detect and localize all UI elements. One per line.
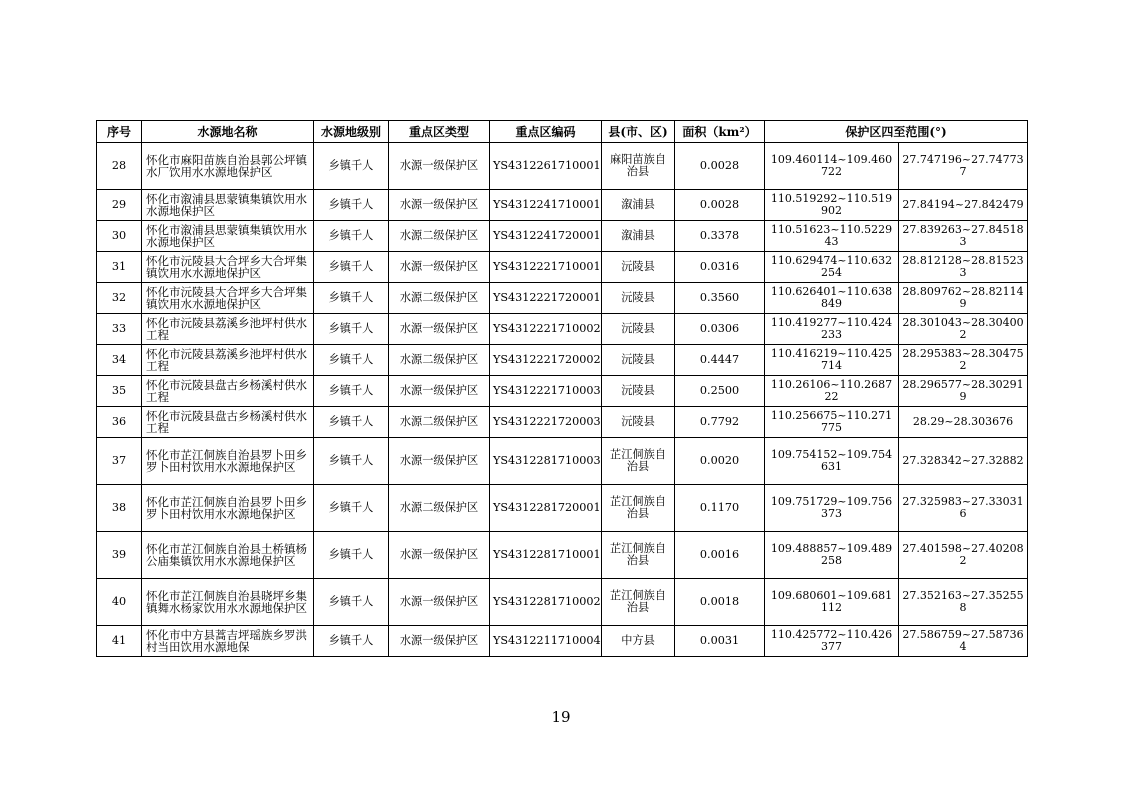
county-name: 芷江侗族自治县 (602, 485, 675, 532)
latitude-range: 27.352163~27.352558 (899, 579, 1028, 626)
longitude-range: 110.519292~110.519902 (765, 190, 899, 221)
row-number: 36 (97, 407, 142, 438)
header-county: 县(市、区) (602, 121, 675, 143)
zone-type: 水源一级保护区 (389, 252, 490, 283)
table-row (97, 532, 1028, 579)
header-range: 保护区四至范围(°) (765, 121, 1028, 143)
area-value: 0.0018 (675, 579, 765, 626)
county-name: 沅陵县 (602, 314, 675, 345)
zone-code: YS4312221720001 (490, 283, 602, 314)
water-source-name: 怀化市沅陵县大合坪乡大合坪集镇饮用水水源地保护区 (142, 252, 314, 283)
area-value: 0.3378 (675, 221, 765, 252)
county-name: 芷江侗族自治县 (602, 532, 675, 579)
source-level: 乡镇千人 (314, 376, 389, 407)
zone-code: YS4312211710004 (490, 626, 602, 657)
latitude-range: 27.328342~27.32882 (899, 438, 1028, 485)
zone-type: 水源二级保护区 (389, 283, 490, 314)
zone-code: YS4312281710001 (490, 532, 602, 579)
source-level: 乡镇千人 (314, 532, 389, 579)
area-value: 0.3560 (675, 283, 765, 314)
row-number: 34 (97, 345, 142, 376)
source-level: 乡镇千人 (314, 579, 389, 626)
zone-code: YS4312241710001 (490, 190, 602, 221)
zone-type: 水源一级保护区 (389, 314, 490, 345)
area-value: 0.0028 (675, 190, 765, 221)
area-value: 0.7792 (675, 407, 765, 438)
county-name: 芷江侗族自治县 (602, 579, 675, 626)
latitude-range: 28.296577~28.302919 (899, 376, 1028, 407)
zone-type: 水源一级保护区 (389, 626, 490, 657)
longitude-range: 110.425772~110.426377 (765, 626, 899, 657)
longitude-range: 110.26106~110.268722 (765, 376, 899, 407)
longitude-range: 109.754152~109.754631 (765, 438, 899, 485)
source-level: 乡镇千人 (314, 283, 389, 314)
row-number: 38 (97, 485, 142, 532)
longitude-range: 109.680601~109.681112 (765, 579, 899, 626)
water-source-name: 怀化市芷江侗族自治县罗卜田乡罗卜田村饮用水水源地保护区 (142, 485, 314, 532)
zone-type: 水源一级保护区 (389, 532, 490, 579)
longitude-range: 110.256675~110.271775 (765, 407, 899, 438)
source-level: 乡镇千人 (314, 345, 389, 376)
latitude-range: 27.325983~27.330316 (899, 485, 1028, 532)
zone-code: YS4312221710002 (490, 314, 602, 345)
water-source-name: 怀化市麻阳苗族自治县郭公坪镇水厂饮用水水源地保护区 (142, 143, 314, 190)
latitude-range: 27.839263~27.845183 (899, 221, 1028, 252)
latitude-range: 27.747196~27.747737 (899, 143, 1028, 190)
longitude-range: 110.626401~110.638849 (765, 283, 899, 314)
row-number: 35 (97, 376, 142, 407)
source-level: 乡镇千人 (314, 407, 389, 438)
header-area: 面积（km²） (675, 121, 765, 143)
county-name: 沅陵县 (602, 376, 675, 407)
area-value: 0.4447 (675, 345, 765, 376)
table-row (97, 252, 1028, 283)
table-row (97, 221, 1028, 252)
table-row (97, 485, 1028, 532)
water-source-name: 怀化市芷江侗族自治县土桥镇杨公庙集镇饮用水水源地保护区 (142, 532, 314, 579)
latitude-range: 28.301043~28.304002 (899, 314, 1028, 345)
zone-type: 水源一级保护区 (389, 376, 490, 407)
row-number: 30 (97, 221, 142, 252)
zone-code: YS4312221720002 (490, 345, 602, 376)
zone-type: 水源二级保护区 (389, 345, 490, 376)
county-name: 溆浦县 (602, 190, 675, 221)
water-source-name: 怀化市沅陵县盘古乡杨溪村供水工程 (142, 407, 314, 438)
water-source-name: 怀化市溆浦县思蒙镇集镇饮用水水源地保护区 (142, 190, 314, 221)
source-level: 乡镇千人 (314, 252, 389, 283)
water-source-name: 怀化市沅陵县盘古乡杨溪村供水工程 (142, 376, 314, 407)
header-type: 重点区类型 (389, 121, 490, 143)
row-number: 41 (97, 626, 142, 657)
source-level: 乡镇千人 (314, 190, 389, 221)
row-number: 32 (97, 283, 142, 314)
row-number: 28 (97, 143, 142, 190)
county-name: 麻阳苗族自治县 (602, 143, 675, 190)
source-level: 乡镇千人 (314, 221, 389, 252)
longitude-range: 109.488857~109.489258 (765, 532, 899, 579)
table-row (97, 314, 1028, 345)
row-number: 29 (97, 190, 142, 221)
table-row (97, 143, 1028, 190)
row-number: 31 (97, 252, 142, 283)
water-source-name: 怀化市沅陵县荔溪乡池坪村供水工程 (142, 314, 314, 345)
water-source-table (96, 120, 1028, 657)
table-row (97, 283, 1028, 314)
water-source-name: 怀化市中方县蒿吉坪瑶族乡罗洪村当田饮用水源地保 (142, 626, 314, 657)
latitude-range: 27.401598~27.402082 (899, 532, 1028, 579)
longitude-range: 110.416219~110.425714 (765, 345, 899, 376)
longitude-range: 110.629474~110.632254 (765, 252, 899, 283)
table-row (97, 345, 1028, 376)
water-source-name: 怀化市芷江侗族自治县晓坪乡集镇舞水杨家饮用水水源地保护区 (142, 579, 314, 626)
table-row (97, 376, 1028, 407)
table-row (97, 407, 1028, 438)
area-value: 0.0028 (675, 143, 765, 190)
area-value: 0.0031 (675, 626, 765, 657)
latitude-range: 28.812128~28.815233 (899, 252, 1028, 283)
county-name: 中方县 (602, 626, 675, 657)
water-source-name: 怀化市芷江侗族自治县罗卜田乡罗卜田村饮用水水源地保护区 (142, 438, 314, 485)
longitude-range: 110.51623~110.522943 (765, 221, 899, 252)
county-name: 溆浦县 (602, 221, 675, 252)
water-source-name: 怀化市溆浦县思蒙镇集镇饮用水水源地保护区 (142, 221, 314, 252)
zone-code: YS4312281720001 (490, 485, 602, 532)
table-row (97, 190, 1028, 221)
zone-type: 水源一级保护区 (389, 438, 490, 485)
latitude-range: 28.29~28.303676 (899, 407, 1028, 438)
zone-code: YS4312281710003 (490, 438, 602, 485)
latitude-range: 28.295383~28.304752 (899, 345, 1028, 376)
longitude-range: 110.419277~110.424233 (765, 314, 899, 345)
water-source-name: 怀化市沅陵县荔溪乡池坪村供水工程 (142, 345, 314, 376)
page-number: 19 (551, 708, 571, 726)
row-number: 39 (97, 532, 142, 579)
county-name: 沅陵县 (602, 407, 675, 438)
header-name: 水源地名称 (142, 121, 314, 143)
table-row (97, 438, 1028, 485)
area-value: 0.2500 (675, 376, 765, 407)
zone-code: YS4312221710001 (490, 252, 602, 283)
latitude-range: 27.586759~27.587364 (899, 626, 1028, 657)
area-value: 0.1170 (675, 485, 765, 532)
source-level: 乡镇千人 (314, 143, 389, 190)
source-level: 乡镇千人 (314, 314, 389, 345)
area-value: 0.0316 (675, 252, 765, 283)
area-value: 0.0020 (675, 438, 765, 485)
water-source-name: 怀化市沅陵县大合坪乡大合坪集镇饮用水水源地保护区 (142, 283, 314, 314)
zone-type: 水源二级保护区 (389, 407, 490, 438)
county-name: 沅陵县 (602, 252, 675, 283)
latitude-range: 27.84194~27.842479 (899, 190, 1028, 221)
zone-code: YS4312221710003 (490, 376, 602, 407)
zone-code: YS4312241720001 (490, 221, 602, 252)
source-level: 乡镇千人 (314, 485, 389, 532)
source-level: 乡镇千人 (314, 626, 389, 657)
row-number: 37 (97, 438, 142, 485)
table-row (97, 579, 1028, 626)
source-level: 乡镇千人 (314, 438, 389, 485)
row-number: 40 (97, 579, 142, 626)
zone-code: YS4312281710002 (490, 579, 602, 626)
latitude-range: 28.809762~28.821149 (899, 283, 1028, 314)
header-level: 水源地级别 (314, 121, 389, 143)
row-number: 33 (97, 314, 142, 345)
zone-type: 水源一级保护区 (389, 190, 490, 221)
zone-type: 水源一级保护区 (389, 143, 490, 190)
area-value: 0.0016 (675, 532, 765, 579)
zone-type: 水源二级保护区 (389, 221, 490, 252)
zone-type: 水源二级保护区 (389, 485, 490, 532)
county-name: 沅陵县 (602, 345, 675, 376)
area-value: 0.0306 (675, 314, 765, 345)
county-name: 沅陵县 (602, 283, 675, 314)
table-row (97, 626, 1028, 657)
header-no: 序号 (97, 121, 142, 143)
longitude-range: 109.751729~109.756373 (765, 485, 899, 532)
table-header-row (97, 121, 1028, 143)
header-code: 重点区编码 (490, 121, 602, 143)
longitude-range: 109.460114~109.460722 (765, 143, 899, 190)
zone-type: 水源一级保护区 (389, 579, 490, 626)
zone-code: YS4312221720003 (490, 407, 602, 438)
county-name: 芷江侗族自治县 (602, 438, 675, 485)
zone-code: YS4312261710001 (490, 143, 602, 190)
